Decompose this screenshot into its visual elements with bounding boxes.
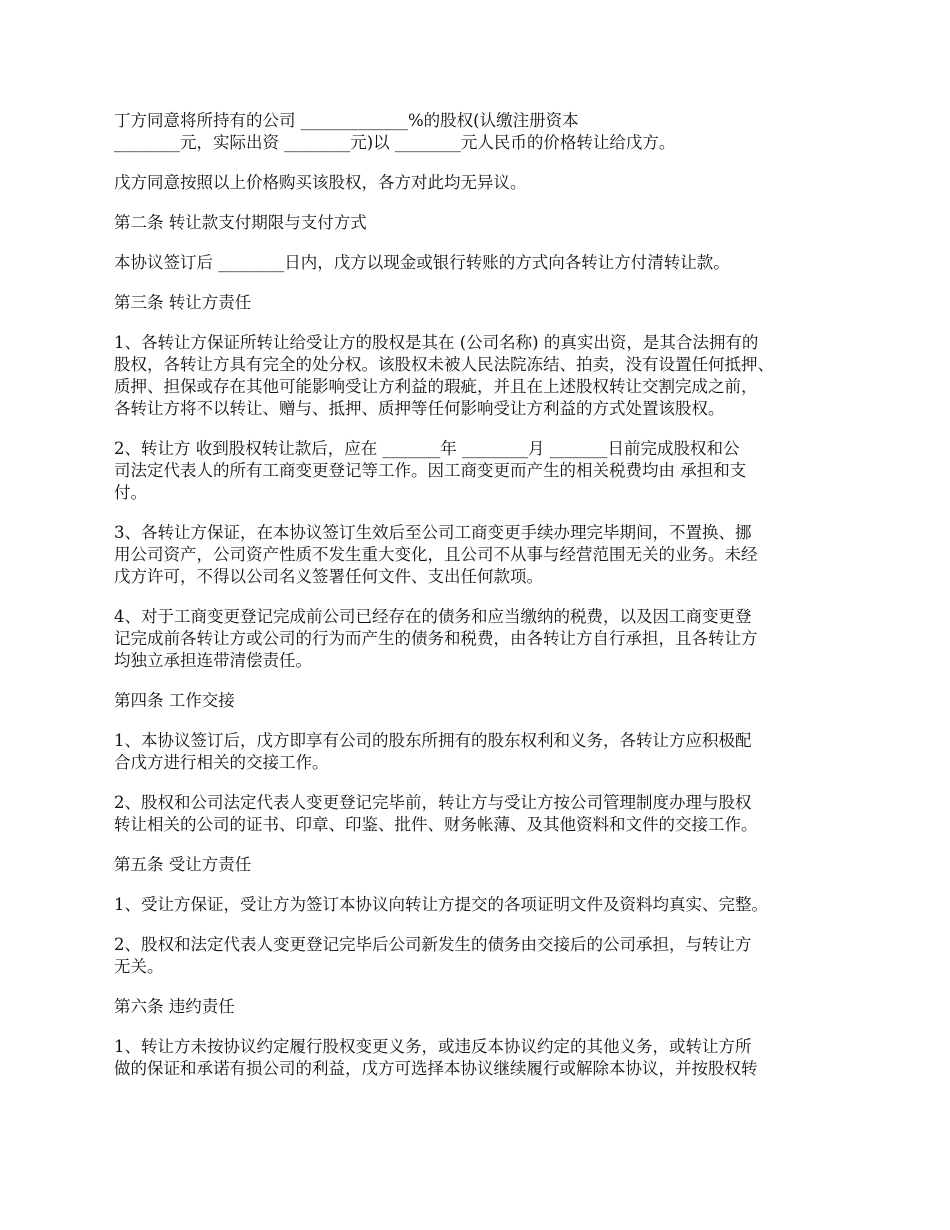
text-line: 1、转让方未按协议约定履行股权变更义务，或违反本协议约定的其他义务，或转让方所: [114, 1037, 752, 1056]
text-line: 1、受让方保证，受让方为签订本协议向转让方提交的各项证明文件及资料均真实、完整。: [114, 895, 768, 914]
text-line: 第六条 违约责任: [114, 997, 235, 1016]
text-line: 本协议签订后 ________日内，戊方以现金或银行转账的方式向各转让方付清转让款。: [114, 253, 730, 272]
text-line: 均独立承担连带清偿责任。: [114, 651, 312, 670]
text-line: 4、对于工商变更登记完成前公司已经存在的债务和应当缴纳的税费，以及因工商变更登: [114, 607, 752, 626]
text-line: 1、本协议签订后，戊方即享有公司的股东所拥有的股东权利和义务，各转让方应积极配: [114, 731, 752, 750]
text-line: 3、各转让方保证，在本协议签订生效后至公司工商变更手续办理完毕期间，不置换、挪: [114, 523, 752, 542]
section-heading-article-6: [114, 996, 844, 1018]
text-line: 合戊方进行相关的交接工作。: [114, 753, 329, 772]
section-heading-article-4: [114, 690, 844, 712]
paragraph-article-3-item-4: [114, 606, 844, 672]
text-line: 1、各转让方保证所转让给受让方的股权是其在 (公司名称) 的真实出资，是其合法拥有的: [114, 333, 759, 352]
text-line: 记完成前各转让方或公司的行为而产生的债务和税费，由各转让方自行承担，且各转让方: [114, 629, 758, 648]
text-line: 戊方同意按照以上价格购买该股权，各方对此均无异议。: [114, 173, 527, 192]
text-line: 第四条 工作交接: [114, 691, 235, 710]
text-line: 付。: [114, 483, 147, 502]
text-line: 2、股权和公司法定代表人变更登记完毕前，转让方与受让方按公司管理制度办理与股权: [114, 793, 752, 812]
text-line: 股权，各转让方具有完全的处分权。该股权未被人民法院冻结、拍卖，没有设置任何抵押、: [114, 355, 774, 374]
text-line: 无关。: [114, 957, 164, 976]
text-line: 各转让方将不以转让、赠与、抵押、质押等任何影响受让方利益的方式处置该股权。: [114, 399, 725, 418]
text-line: 第五条 受让方责任: [114, 855, 252, 874]
text-line: 做的保证和承诺有损公司的利益，戊方可选择本协议继续履行或解除本协议，并按股权转: [114, 1059, 758, 1078]
text-line: 转让相关的公司的证书、印章、印鉴、批件、财务帐薄、及其他资料和文件的交接工作。: [114, 815, 758, 834]
paragraph-payment-deadline: [114, 252, 844, 274]
paragraph-article-5-item-2: [114, 934, 844, 978]
paragraph-article-5-item-1: [114, 894, 844, 916]
paragraph-article-6-item-1: [114, 1036, 844, 1080]
text-line: 司法定代表人的所有工商变更登记等工作。因工商变更而产生的相关税费均由 承担和支: [114, 461, 747, 480]
text-line: 用公司资产，公司资产性质不发生重大变化，且公司不从事与经营范围无关的业务。未经: [114, 545, 758, 564]
paragraph-article-4-item-2: [114, 792, 844, 836]
text-line: 第二条 转让款支付期限与支付方式: [114, 213, 367, 232]
paragraph-article-3-item-1: [114, 332, 844, 420]
section-heading-article-2: [114, 212, 844, 234]
text-line: 第三条 转让方责任: [114, 293, 252, 312]
text-line: 2、转让方 收到股权转让款后，应在 _______年 ________月 _______日前完成股权和公: [114, 439, 740, 458]
section-heading-article-5: [114, 854, 844, 876]
paragraph-transfer-terms: [114, 110, 844, 154]
text-line: 质押、担保或存在其他可能影响受让方利益的瑕疵，并且在上述股权转让交割完成之前，: [114, 377, 758, 396]
section-heading-article-3: [114, 292, 844, 314]
paragraph-article-3-item-2: [114, 438, 844, 504]
text-line: ________元，实际出资 ________元)以 ________元人民币的价格转让给戊方。: [114, 133, 676, 152]
paragraph-article-4-item-1: [114, 730, 844, 774]
text-line: 2、股权和法定代表人变更登记完毕后公司新发生的债务由交接后的公司承担，与转让方: [114, 935, 752, 954]
document-page: [114, 110, 844, 1098]
paragraph-acceptance: [114, 172, 844, 194]
paragraph-article-3-item-3: [114, 522, 844, 588]
text-line: 丁方同意将所持有的公司 _____________%的股权(认缴注册资本: [114, 111, 579, 130]
text-line: 戊方许可，不得以公司名义签署任何文件、支出任何款项。: [114, 567, 543, 586]
